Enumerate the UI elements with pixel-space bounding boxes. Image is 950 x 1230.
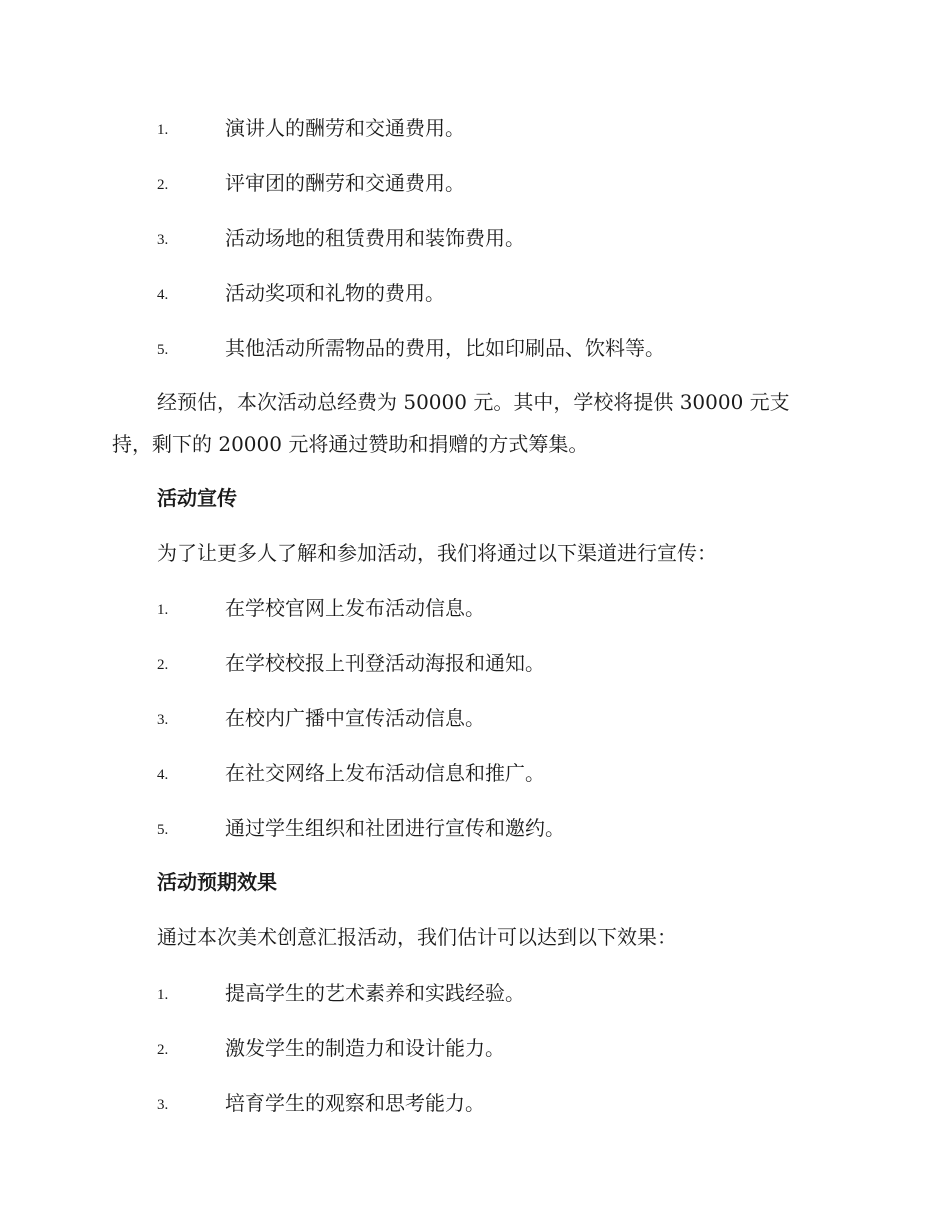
list-number: 2. [157,657,169,673]
budget-list-item [0,223,950,253]
list-number: 2. [157,177,169,193]
list-text: 在学校校报上刊登活动海报和通知。 [225,651,545,675]
list-number: 3. [157,232,169,248]
section-heading-effects: 活动预期效果 [157,870,277,894]
list-text: 在学校官网上发布活动信息。 [225,596,485,620]
budget-list-item [0,113,950,143]
effects-list-item [0,1033,950,1063]
list-text: 在社交网络上发布活动信息和推广。 [225,761,545,785]
promotion-list-item [0,648,950,678]
list-text: 提高学生的艺术素养和实践经验。 [225,981,525,1005]
list-number: 3. [157,1097,169,1113]
list-number: 5. [157,342,169,358]
list-number: 2. [157,1042,169,1058]
section-heading-promotion: 活动宣传 [157,486,237,510]
promotion-list-item [0,758,950,788]
list-number: 4. [157,767,169,783]
list-text: 活动奖项和礼物的费用。 [225,281,445,305]
list-text: 培育学生的观察和思考能力。 [225,1091,485,1115]
effects-list-item [0,978,950,1008]
list-number: 3. [157,712,169,728]
list-number: 4. [157,287,169,303]
budget-list-item [0,278,950,308]
list-text: 活动场地的租赁费用和装饰费用。 [225,226,525,250]
promotion-list-item [0,593,950,623]
promotion-list-item [0,703,950,733]
budget-summary-line-2: 持，剩下的 20000 元将通过赞助和捐赠的方式筹集。 [112,432,589,456]
list-text: 评审团的酬劳和交通费用。 [225,171,465,195]
promotion-intro: 为了让更多人了解和参加活动，我们将通过以下渠道进行宣传： [157,541,717,565]
list-text: 演讲人的酬劳和交通费用。 [225,116,465,140]
list-text: 通过学生组织和社团进行宣传和邀约。 [225,816,565,840]
list-text: 激发学生的制造力和设计能力。 [225,1036,505,1060]
effects-intro: 通过本次美术创意汇报活动，我们估计可以达到以下效果： [157,925,677,949]
promotion-list-item [0,813,950,843]
list-number: 5. [157,822,169,838]
budget-list-item [0,333,950,363]
list-number: 1. [157,122,169,138]
list-number: 1. [157,602,169,618]
list-text: 其他活动所需物品的费用，比如印刷品、饮料等。 [225,336,665,360]
list-number: 1. [157,987,169,1003]
effects-list-item [0,1088,950,1118]
list-text: 在校内广播中宣传活动信息。 [225,706,485,730]
budget-list-item [0,168,950,198]
budget-summary-line-1: 经预估，本次活动总经费为 50000 元。其中，学校将提供 30000 元支 [157,390,790,414]
